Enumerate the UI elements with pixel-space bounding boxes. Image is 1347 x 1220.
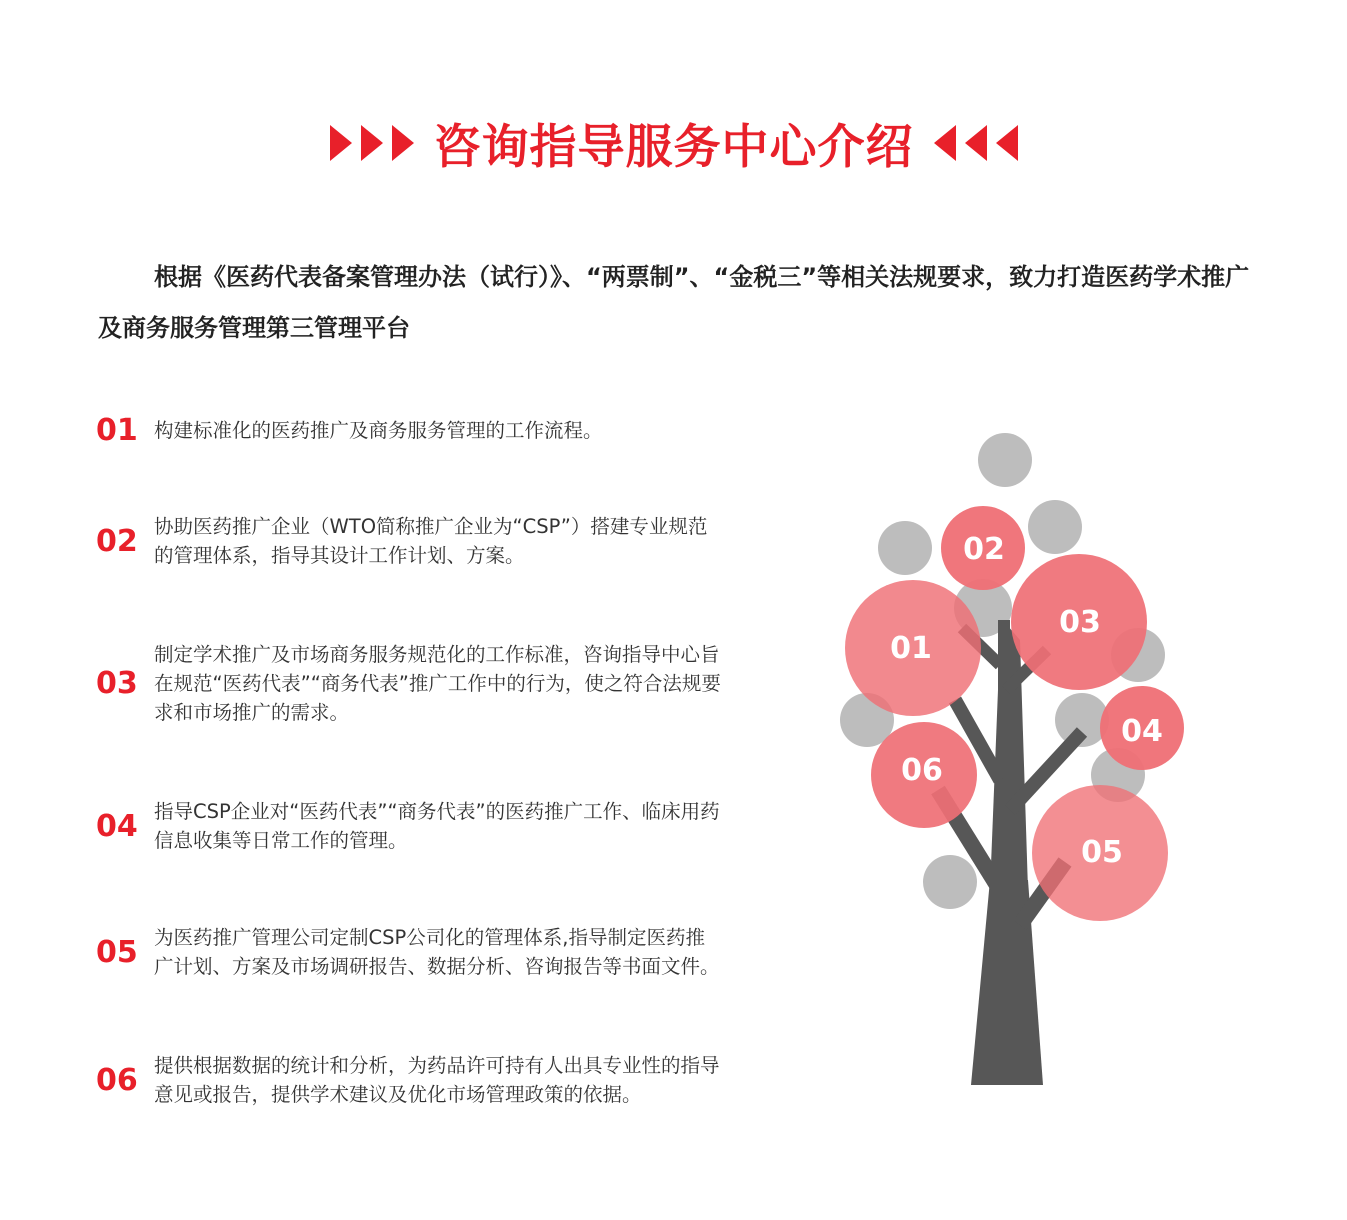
item-text: 指导CSP企业对“医药代表”“商务代表”的医药推广工作、临床用药信息收集等日常工作的管理。 — [154, 800, 720, 852]
list-item — [96, 923, 736, 981]
bubble-label-01: 01 — [890, 631, 932, 666]
item-text: 制定学术推广及市场商务服务规范化的工作标准，咨询指导中心旨在规范“医药代表”“商务代表”推广工作中的行为，使之符合法规要求和市场推广的需求。 — [154, 643, 721, 724]
item-number: 05 — [96, 934, 138, 970]
triple-right-triangle-icon — [330, 125, 414, 161]
triple-left-triangle-icon — [934, 125, 1018, 161]
item-number: 04 — [96, 808, 138, 844]
item-text: 协助医药推广企业（WTO简称推广企业为“CSP”）搭建专业规范的管理体系，指导其设计工作计划、方案。 — [154, 515, 708, 567]
item-number: 06 — [96, 1062, 138, 1098]
item-number: 03 — [96, 666, 138, 701]
item-number: 01 — [96, 413, 138, 448]
intro-paragraph: 根据《医药代表备案管理办法（试行）》、“两票制”、“金税三”等相关法规要求，致力打造医药学术推广及商务服务管理第三管理平台 — [98, 263, 1250, 342]
list-item — [96, 640, 736, 727]
list-item — [96, 512, 736, 570]
bubble-label-05: 05 — [1081, 835, 1123, 870]
list-item — [96, 1051, 736, 1109]
tree-illustration — [820, 420, 1200, 1100]
bubble-label-02: 02 — [963, 532, 1005, 567]
bubble-label-03: 03 — [1059, 605, 1101, 640]
bubble-label-04: 04 — [1121, 714, 1163, 749]
list-item — [96, 797, 736, 855]
item-text: 为医药推广管理公司定制CSP公司化的管理体系,指导制定医药推广计划、方案及市场调研报告、数据分析、咨询报告等书面文件。 — [154, 926, 720, 978]
item-text: 提供根据数据的统计和分析，为药品许可持有人出具专业性的指导意见或报告，提供学术建议及优化市场管理政策的依据。 — [154, 1054, 720, 1106]
item-text: 构建标准化的医药推广及商务服务管理的工作流程。 — [154, 419, 603, 442]
section-header — [0, 108, 1347, 178]
list-item — [96, 413, 736, 448]
item-number: 02 — [96, 523, 138, 559]
page-title: 咨询指导服务中心介绍 — [433, 119, 914, 175]
bubble-label-06: 06 — [901, 753, 943, 788]
